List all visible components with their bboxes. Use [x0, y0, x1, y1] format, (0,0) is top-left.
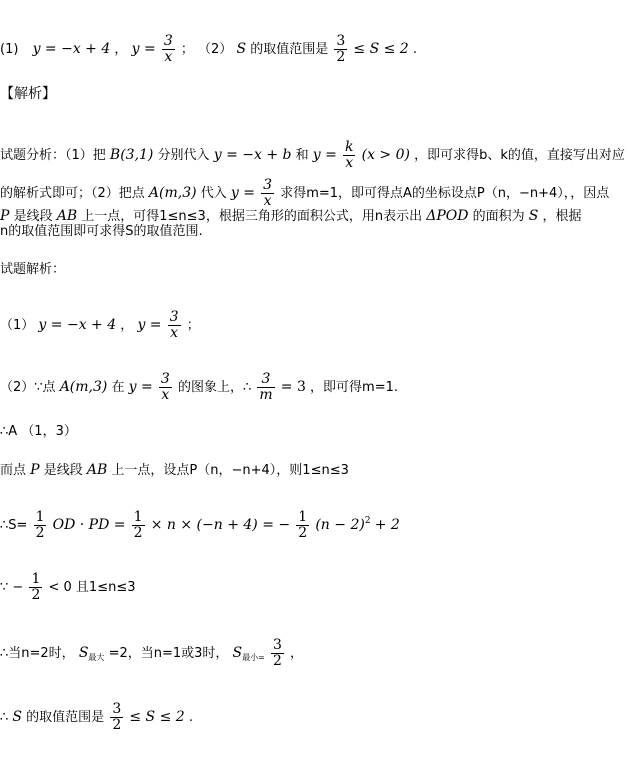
analysis-text: 求得m=1，即可得点A的坐标设点P（n，−n+4），，因点	[280, 186, 610, 201]
triangle-pod: ΔPOD	[426, 208, 469, 224]
step-label: （1）	[0, 318, 35, 333]
solution-text: ∴S=	[0, 518, 28, 533]
answer-line	[0, 34, 417, 65]
comma: ，	[120, 318, 134, 333]
therefore-symbol: ∴	[0, 710, 9, 725]
s-variable: S	[236, 41, 247, 57]
min-fraction: $\frac{3}{2}$	[272, 637, 282, 669]
analysis-text: ，根据	[542, 209, 582, 224]
s-variable: S	[528, 208, 539, 224]
comma: ，	[290, 646, 304, 661]
answer-eq1: y = −x + 4	[32, 41, 111, 57]
solution-text: ∴当n=2时，	[0, 646, 75, 661]
range-text: 的取值范围是	[250, 42, 329, 57]
s-max-subscript: 最大	[88, 653, 105, 662]
analysis-text: 是线段	[13, 209, 53, 224]
answer-eq2-fraction: $\frac{3}{x}$	[163, 33, 173, 65]
segment-ab: AB	[56, 208, 78, 224]
half-fraction: $\frac{1}{2}$	[298, 509, 308, 541]
inverse-eq-fraction: $\frac{3}{x}$	[263, 177, 273, 209]
inverse-eq-lhs: y =	[230, 185, 255, 201]
solution-text: 在	[111, 380, 125, 395]
inverse-eq-fraction: $\frac{3}{x}$	[160, 371, 170, 403]
point-a: A(m,3)	[148, 185, 197, 201]
solution-text: 的图象上，∴	[177, 380, 252, 395]
solution-text: 是线段	[43, 463, 83, 478]
analysis-text: 上一点，可得1≤n≤3，根据三角形的面积公式，用n表示出	[81, 209, 423, 224]
solution-text: =2，当n=1或3时，	[108, 646, 229, 661]
linear-eq: y = −x + 4	[38, 317, 117, 333]
analysis-line-1	[0, 140, 625, 171]
range-text: 的取值范围是	[26, 710, 105, 725]
solution-step-2	[0, 372, 398, 403]
solution-text: （2）∵点	[0, 380, 56, 395]
square-base: (n − 2)	[315, 517, 365, 533]
s-min-subscript: 最小=	[242, 653, 265, 662]
area-expression: × n × (−n + 4) = −	[150, 517, 291, 533]
part2-label: （2）	[198, 42, 233, 57]
s-min: S	[232, 645, 243, 661]
range-rhs: ≤ S ≤ 2	[353, 41, 409, 57]
point-p: P	[0, 208, 10, 224]
half-fraction: $\frac{1}{2}$	[31, 571, 41, 603]
analysis-header: 【解析】	[0, 86, 56, 102]
analysis-line-3	[0, 208, 582, 225]
range-rhs: ≤ S ≤ 2	[129, 709, 185, 725]
half-fraction: $\frac{1}{2}$	[133, 509, 143, 541]
comma: ，	[114, 42, 128, 57]
m-fraction: $\frac{3}{m}$	[259, 371, 273, 403]
inverse-eq-lhs: y =	[137, 317, 162, 333]
range-fraction: $\frac{3}{2}$	[112, 701, 122, 733]
inverse-eq-lhs: y =	[128, 379, 153, 395]
analysis-line-2	[0, 178, 609, 209]
because-minus: ∵ −	[0, 580, 24, 595]
solution-header: 试题解析：	[0, 262, 66, 277]
period: .	[188, 710, 193, 725]
analysis-text: 试题分析：（1）把	[0, 148, 106, 163]
m-equation-rhs: = 3	[280, 379, 306, 395]
solution-step-3: ∴A （1，3）	[0, 424, 77, 439]
solution-step-4	[0, 462, 349, 479]
analysis-text: ，即可求得b、k的值，直接写出对应	[414, 148, 625, 163]
area-product: OD · PD =	[52, 517, 126, 533]
exponent: 2	[364, 516, 371, 526]
constant-term: + 2	[374, 517, 400, 533]
answer-eq2-lhs: y =	[131, 41, 156, 57]
solution-step-8	[0, 702, 193, 733]
solution-text: ，即可得m=1.	[310, 380, 398, 395]
analysis-text: 的解析式即可；（2）把点	[0, 186, 145, 201]
analysis-text: 代入	[200, 186, 227, 201]
analysis-text: 的面积为	[472, 209, 525, 224]
solution-text: 上一点，设点P（n，−n+4），则1≤n≤3	[111, 463, 349, 478]
solution-step-6	[0, 572, 136, 603]
solution-step-7	[0, 638, 303, 669]
range-fraction: $\frac{3}{2}$	[336, 33, 346, 65]
s-max: S	[78, 645, 89, 661]
solution-text: < 0 且1≤n≤3	[48, 580, 136, 595]
period: .	[412, 42, 417, 57]
semicolon: ；	[180, 42, 194, 57]
half-fraction: $\frac{1}{2}$	[35, 509, 45, 541]
point-b: B(3,1)	[109, 147, 154, 163]
analysis-text: 分别代入	[157, 148, 210, 163]
point-p: P	[30, 462, 40, 478]
inverse-eq-lhs: y =	[312, 147, 337, 163]
inverse-eq-condition: (x > 0)	[361, 147, 410, 163]
analysis-text: 和	[295, 148, 309, 163]
solution-step-1	[0, 310, 200, 341]
semicolon: ；	[186, 318, 200, 333]
inverse-eq-fraction: $\frac{3}{x}$	[169, 309, 179, 341]
analysis-line-4: n的取值范围即可求得S的取值范围.	[0, 224, 203, 239]
segment-ab: AB	[86, 462, 108, 478]
s-variable: S	[12, 709, 23, 725]
part1-label: (1)	[0, 42, 19, 57]
linear-eq: y = −x + b	[213, 147, 292, 163]
inverse-eq-fraction: $\frac{k}{x}$	[345, 139, 354, 171]
point-a: A(m,3)	[59, 379, 108, 395]
solution-text: 而点	[0, 463, 27, 478]
solution-step-5	[0, 510, 400, 541]
